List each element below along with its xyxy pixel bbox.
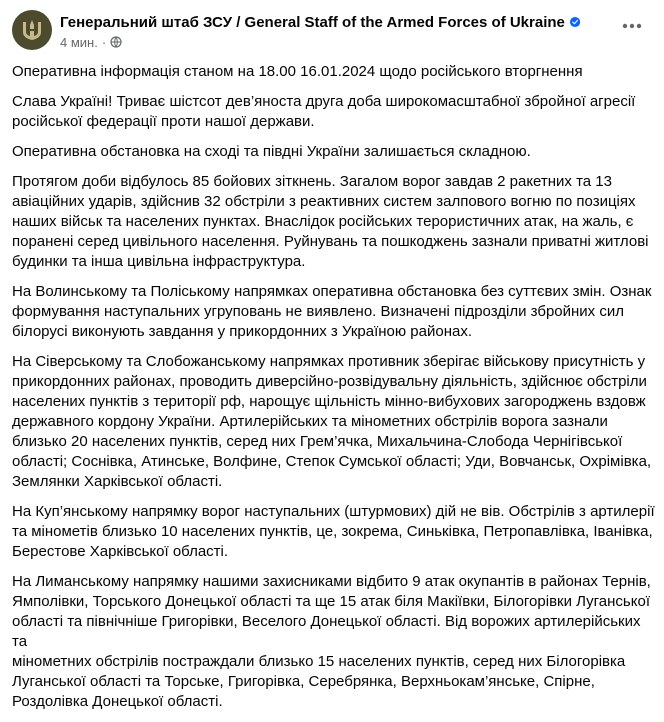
author-block bbox=[60, 12, 580, 50]
post-paragraph: На Сіверському та Слобожанському напрямках противник зберігає військову присутність у прикордонних районах, проводить диверсійно-розвідувальну діяльність, здійснює обстріли населених пунктів з території рф, нарощує щільність мінно-вибухових загороджень вздовж державного кордону України. Артилерійських та мінометних обстрілів ворога зазнали близько 20 населених пунктів, серед них Грем’ячка, Михальчина-Слобода Чернігівської області; Соснівка, Атинське, Волфине, Степок Сумської області; Уди, Вовчанськ, Охрімівка, Землянки Харківської області. bbox=[12, 353, 652, 490]
post-paragraph: На Куп’янському напрямку ворог наступальних (штурмових) дій не вів. Обстрілів з артилерії та мінометів близько 10 населених пунктів, це, зокрема, Синьківка, Петропавлівка, Іванівка, Берестове Харківської області. bbox=[12, 503, 655, 560]
more-options-button[interactable] bbox=[616, 14, 648, 38]
post-paragraph: Протягом доби відбулось 85 бойових зіткнень. Загалом ворог завдав 2 ракетних та 13 авіаційних ударів, здійснив 32 обстріли з реактивних систем залпового вогню по позиціях наших військ та населених пунктах. Внаслідок російських терористичних атак, на жаль, є поранені серед цивільного населення. Руйнувань та пошкоджень зазнали приватні житлові будинки та інша цивільна інфраструктура. bbox=[12, 173, 649, 270]
verified-badge-icon bbox=[570, 15, 580, 29]
post-header bbox=[12, 10, 652, 54]
post-text bbox=[12, 62, 656, 722]
more-options-icon bbox=[622, 23, 642, 29]
meta-separator: · bbox=[101, 34, 107, 50]
page-avatar[interactable] bbox=[12, 10, 52, 50]
post-paragraph: Оперативна обстановка на сході та півдні України залишається складною. bbox=[12, 143, 531, 160]
author-name[interactable]: Генеральний штаб ЗСУ / General Staff of the Armed Forces of Ukraine bbox=[60, 13, 565, 31]
trident-emblem-icon bbox=[19, 17, 45, 43]
post-paragraph: На Волинському та Поліському напрямках оперативна обстановка без суттєвих змін. Ознак формування наступальних угруповань не виявлено. Визначені підрозділи збройних сил білорусі виконують завдання у прикордонних з Україною районах. bbox=[12, 283, 652, 340]
globe-icon bbox=[110, 36, 122, 48]
post-paragraph: Оперативна інформація станом на 18.00 16.01.2024 щодо російського вторгнення bbox=[12, 63, 583, 80]
post-paragraph: Слава Україні! Триває шістсот дев’яноста друга доба широкомасштабної збройної агресії російської федерації проти нашої держави. bbox=[12, 93, 636, 130]
post-timestamp[interactable]: 4 мин. bbox=[60, 34, 98, 50]
post-paragraph: На Лиманському напрямку нашими захисниками відбито 9 атак окупантів в районах Тернів, Ямполівки, Торського Донецької області та ще 15 атак біля Макіївки, Білогорівки Луганської області та північніше Григорівки, Веселого Донецької області. Від ворожих артилерійських та мінометних обстрілів постраждали близько 15 населених пунктів, серед них Білогорівка Луганської області та Торське, Григорівка, Серебрянка, Верхньокам’янське, Спірне, Роздолівка Донецької області. bbox=[12, 573, 651, 710]
